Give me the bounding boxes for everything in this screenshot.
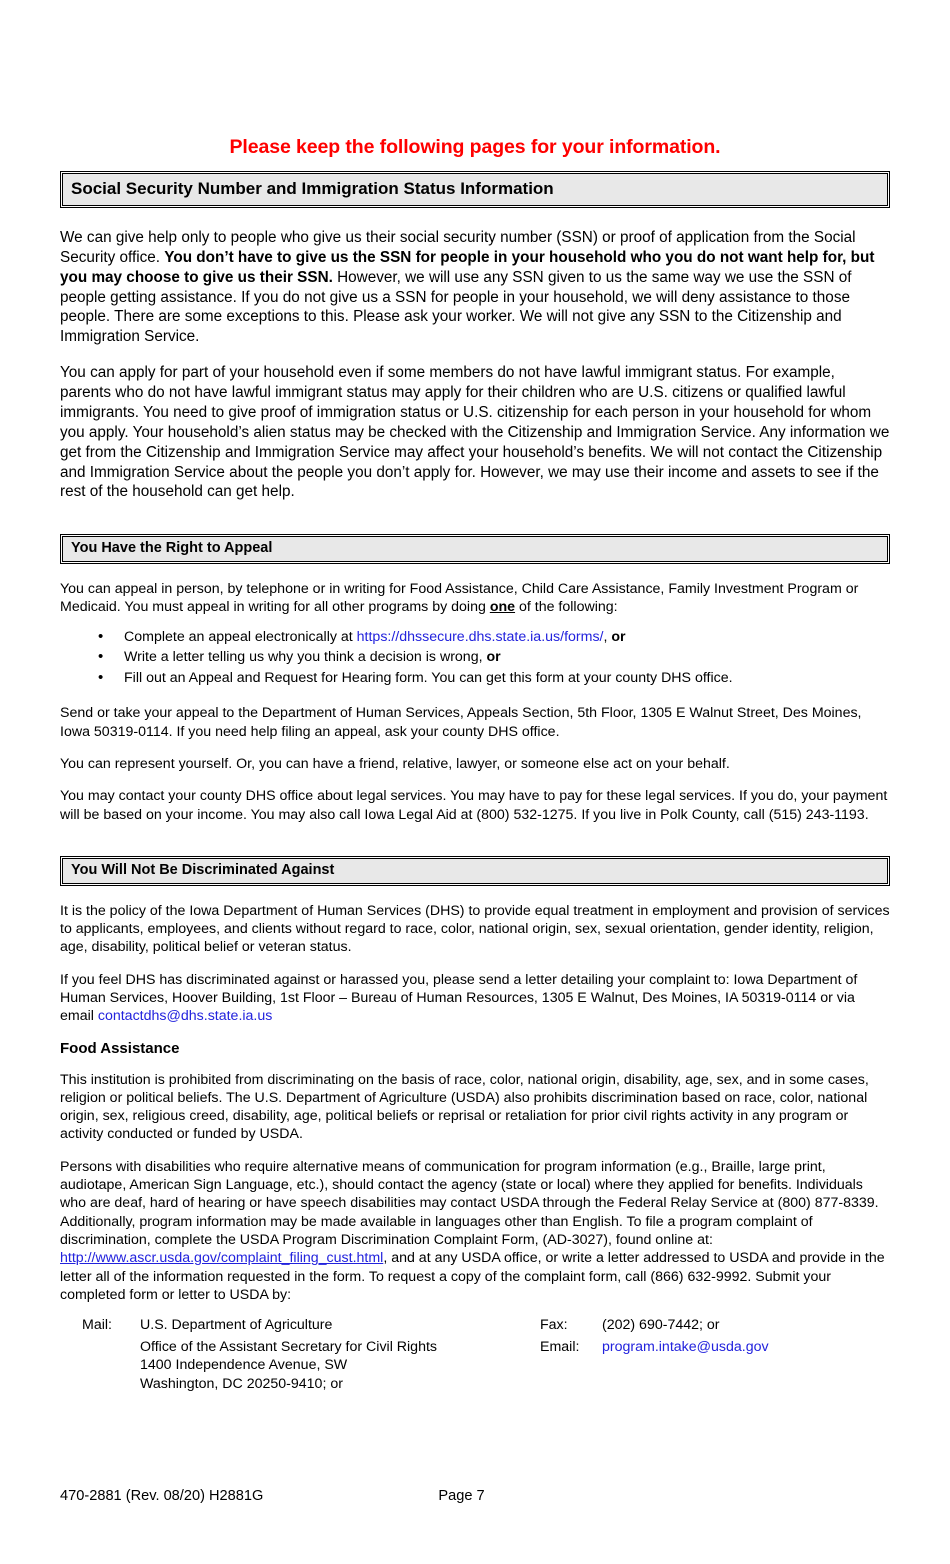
- appeal-online-link[interactable]: https://dhssecure.dhs.state.ia.us/forms/: [356, 628, 604, 645]
- section-header-ssn-inner: [62, 173, 888, 206]
- mail-label: Mail:: [82, 1317, 112, 1334]
- mail-line-4: Washington, DC 20250-9410; or: [140, 1375, 343, 1392]
- bullet-1-text-a: Complete an appeal electronically at: [124, 628, 357, 645]
- bullet-1-text-b: ,: [603, 628, 612, 645]
- food-assistance-heading: Food Assistance: [60, 1039, 180, 1057]
- usda-paragraph-1: This institution is prohibited from discriminating on the basis of race, color, national origin, disability, age, sex, and in some cases, religion or political beliefs. The U.S. Department of Agriculture (USDA) also prohibits discrimination based on race, color, national origin, sex, religious creed, disability, age, political beliefs or reprisal or retaliation for prior civil rights activity in any program or activity conducted or funded by USDA.: [60, 1071, 869, 1143]
- usda-paragraph-2: [60, 1158, 890, 1305]
- section-header-appeal-inner: [62, 536, 888, 562]
- table-row: [60, 1338, 890, 1356]
- keep-pages-notice: Please keep the following pages for your information.: [229, 136, 721, 158]
- table-row: [60, 1375, 890, 1393]
- table-row: [60, 1316, 890, 1337]
- appeal-legal-services-paragraph: You may contact your county DHS office about legal services. You may have to pay for these legal services. If you do, your payment will be based on your income. You may also call Iowa Legal Aid at (800) 532-1275. If you live in Polk County, call (515) 243-1193.: [60, 788, 888, 823]
- section-header-discrimination: [60, 856, 890, 886]
- appeal-represent-paragraph: You can represent yourself. Or, you can have a friend, relative, lawyer, or someone else act on your behalf.: [60, 756, 730, 773]
- page-footer: [60, 1488, 890, 1504]
- ssn-p1-bold: You don’t have to give us the SSN for people in your household who you do not want help for, but you may choose to give us their SSN.: [60, 248, 875, 286]
- table-row: [60, 1356, 890, 1374]
- list-item: [98, 627, 890, 648]
- section-header-ssn: [60, 171, 890, 208]
- contactdhs-email-link[interactable]: contactdhs@dhs.state.ia.us: [97, 1008, 273, 1025]
- appeal-intro-emphasis: one: [489, 599, 516, 616]
- mail-line-2: Office of the Assistant Secretary for Civil Rights: [140, 1338, 438, 1355]
- bullet-1-tail: or: [611, 628, 626, 645]
- appeal-options-list: [60, 627, 890, 689]
- fax-label: Fax:: [540, 1317, 568, 1334]
- bullet-2-text-a: Write a letter telling us why you think a decision is wrong,: [124, 649, 487, 666]
- list-item: [98, 647, 890, 668]
- usda-p2-part-b: , and at any USDA office, or write a letter addressed to USDA and provide in the letter all of the information requested in the form. To request a copy of the complaint form, call (866) 632-9992. Submit your completed form or letter to USDA by:: [60, 1250, 885, 1303]
- mail-label-spacer: [60, 1338, 140, 1356]
- ssn-paragraph-2: You can apply for part of your household even if some members do not have lawful immigrant status. For example, parents who do not have lawful immigrant status may apply for their children who are U.S. citizens or qualified lawful immigrants. You need to give proof of immigration status or U.S. citizenship for each person in your household for whom you apply. Your household’s alien status may be checked with the Citizenship and Immigration Service. Any information we get from the Citizenship and Immigration Service may affect your household’s benefits. We will not contact the Citizenship and Immigration Service about the people you don’t apply for. However, we may use their income and assets to see if the rest of the household can get help.: [60, 364, 890, 501]
- bullet-2-tail: or: [486, 649, 501, 666]
- ssn-p1-part-b: However, we will use any SSN given to us the same way we use the SSN of people getting assistance. If you do not give us a SSN for people in your household, we will deny assistance to those people. There are some exceptions to this. Please ask your worker. We will not give any SSN to the Citizenship and Immigration Service.: [60, 268, 852, 346]
- email-label: Email:: [540, 1338, 580, 1355]
- section-header-discrimination-inner: [62, 858, 888, 884]
- discrimination-policy-paragraph: It is the policy of the Iowa Department of Human Services (DHS) to provide equal treatment in employment and provision of services to applicants, employees, and clients without regard to race, color, national origin, sex, sexual orientation, gender identity, religion, age, disability, political belief or veteran status.: [60, 902, 890, 956]
- usda-complaint-form-link[interactable]: http://www.ascr.usda.gov/complaint_filing_cust.html: [60, 1250, 384, 1267]
- bullet-3-text-a: Fill out an Appeal and Request for Hearing form. You can get this form at your county DHS office.: [124, 669, 733, 686]
- ssn-paragraph-1: [60, 228, 890, 347]
- fax-value: (202) 690-7442; or: [602, 1317, 720, 1334]
- usda-contact-table: [60, 1316, 890, 1393]
- mail-line-1: U.S. Department of Agriculture: [140, 1317, 333, 1334]
- appeal-intro-b: of the following:: [515, 599, 618, 616]
- ssn-p1-part-a: We can give help only to people who give us their social security number (SSN) or proof of application from the Social Security office.: [60, 228, 856, 266]
- page-number: Page 7: [438, 1488, 485, 1504]
- usda-program-intake-email-link[interactable]: program.intake@usda.gov: [602, 1338, 769, 1355]
- appeal-intro-a: You can appeal in person, by telephone or in writing for Food Assistance, Child Care Assistance, Family Investment Program or Medicaid. You must appeal in writing for all other programs by doing: [60, 580, 859, 616]
- complaint-text: If you feel DHS has discriminated against or harassed you, please send a letter detailing your complaint to: Iowa Department of Human Services, Hoover Building, 1st Floor – Bureau of Human Resources, 1305 E Walnut, Des Moines, IA 50319-0114 or via email: [60, 971, 858, 1025]
- list-item: [98, 668, 890, 689]
- section-header-discrimination-label: You Will Not Be Discriminated Against: [71, 861, 335, 878]
- mail-line-3: 1400 Independence Avenue, SW: [140, 1357, 348, 1374]
- appeal-intro: [60, 580, 890, 617]
- discrimination-complaint-paragraph: [60, 971, 890, 1026]
- appeal-send-paragraph: Send or take your appeal to the Department of Human Services, Appeals Section, 5th Floor, 1305 E Walnut Street, Des Moines, Iowa 50319-0114. If you need help filing an appeal, ask your county DHS office.: [60, 705, 862, 740]
- form-identifier: 470-2881 (Rev. 08/20) H2881G: [60, 1488, 264, 1504]
- usda-p2-part-a: Persons with disabilities who require alternative means of communication for program information (e.g., Braille, large print, audiotape, American Sign Language, etc.), should contact the agency (state or local) where they applied for benefits. Individuals who are deaf, hard of hearing or have speech disabilities may contact USDA through the Federal Relay Service at (800) 877-8339. Additionally, program information may be made available in languages other than English. To file a program complaint of discrimination, complete the USDA Program Discrimination Complaint Form, (AD-3027), found online at:: [60, 1158, 879, 1248]
- section-header-ssn-label: Social Security Number and Immigration Status Information: [71, 179, 554, 199]
- section-header-appeal-label: You Have the Right to Appeal: [71, 540, 273, 557]
- section-header-appeal: [60, 534, 890, 564]
